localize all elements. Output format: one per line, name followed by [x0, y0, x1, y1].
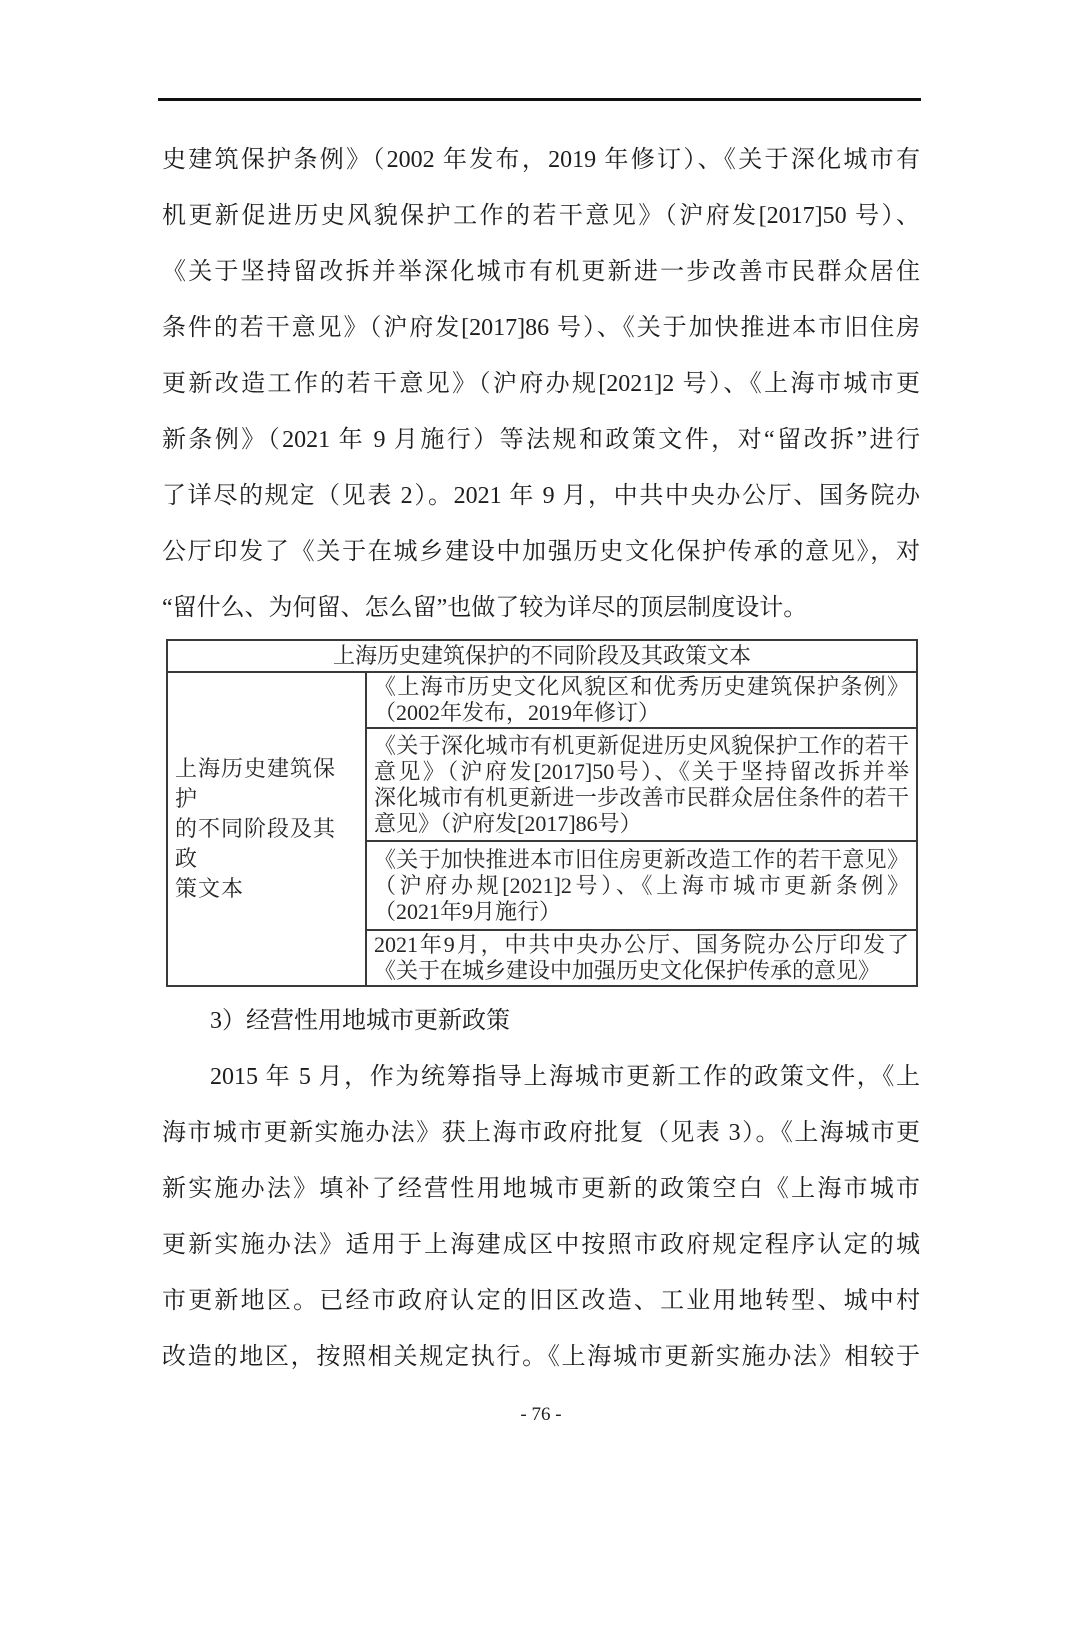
table-cell-line: 2021年9月，中共中央办公厅、国务院办公厅印发了: [374, 932, 909, 957]
table-left-header-cell: [167, 672, 366, 986]
paragraph-line: 市更新地区。已经市政府认定的旧区改造、工业用地转型、城中村: [162, 1288, 920, 1314]
paragraph-line: 海市城市更新实施办法》获上海市政府批复（见表 3）。《上海城市更: [162, 1120, 920, 1146]
table-cell-line: 《关于在城乡建设中加强历史文化保护传承的意见》: [374, 958, 881, 983]
paragraph-line: 改造的地区，按照相关规定执行。《上海城市更新实施办法》相较于: [162, 1344, 920, 1370]
table-cell-line: 《关于加快推进本市旧住房更新改造工作的若干意见》: [374, 846, 909, 872]
paragraph-line: 机更新促进历史风貌保护工作的若干意见》（沪府发[2017]50 号）、: [162, 203, 920, 229]
table-left-header-line: 策文本: [175, 876, 245, 901]
paragraph-line: 更新改造工作的若干意见》（沪府办规[2021]2 号）、《上海市城市更: [162, 371, 920, 397]
table-left-header-line: 上海历史建筑保护: [175, 756, 337, 811]
table-cell-policies-3: [366, 841, 917, 930]
document-page: [0, 98, 1080, 1626]
page-content: [162, 132, 920, 1430]
table-cell-line: 意见》（沪府发[2017]50号）、《关于坚持留改拆并举: [374, 758, 909, 784]
policy-table: [166, 639, 918, 987]
table-title-row: [167, 640, 917, 672]
paragraph-line: 公厅印发了《关于在城乡建设中加强历史文化保护传承的意见》，对: [162, 539, 920, 565]
table-cell-policies-4: [366, 930, 917, 986]
table-left-header-line: 的不同阶段及其政: [175, 816, 337, 871]
page-number: - 76 -: [520, 1404, 562, 1425]
table-cell-line: （沪府办规[2021]2号）、《上海市城市更新条例》: [374, 872, 909, 898]
paragraph-line: 新条例》（2021 年 9 月施行）等法规和政策文件，对“留改拆”进行: [162, 427, 920, 453]
paragraph-line: 更新实施办法》适用于上海建成区中按照市政府规定程序认定的城: [162, 1232, 920, 1258]
paragraph-line: 条件的若干意见》（沪府发[2017]86 号）、《关于加快推进本市旧住房: [162, 315, 920, 341]
section-heading: 3）经营性用地城市更新政策: [210, 1008, 510, 1034]
header-rule: [158, 98, 921, 101]
paragraph-line: 了详尽的规定（见表 2）。2021 年 9 月，中共中央办公厅、国务院办: [162, 483, 920, 509]
table-cell-line: 《上海市历史文化风貌区和优秀历史建筑保护条例》: [374, 674, 909, 699]
table-cell-policies-2: [366, 728, 917, 841]
paragraph-line: 《关于坚持留改拆并举深化城市有机更新进一步改善市民群众居住: [162, 259, 920, 285]
paragraph-line: 史建筑保护条例》（2002 年发布，2019 年修订）、《关于深化城市有: [162, 147, 920, 173]
table-cell-line: （2002年发布，2019年修订）: [374, 700, 661, 725]
table-cell-line: 意见》（沪府发[2017]86号）: [374, 810, 642, 836]
table-title: 上海历史建筑保护的不同阶段及其政策文本: [167, 640, 917, 672]
table-cell-line: 《关于深化城市有机更新促进历史风貌保护工作的若干: [374, 732, 909, 758]
table-row: [167, 672, 917, 728]
paragraph-line: 2015 年 5 月，作为统筹指导上海城市更新工作的政策文件，《上: [210, 1064, 920, 1090]
paragraph-line: “留什么、为何留、怎么留”也做了较为详尽的顶层制度设计。: [162, 595, 808, 621]
section-block: [162, 993, 920, 1385]
paragraph-line: 新实施办法》填补了经营性用地城市更新的政策空白《上海市城市: [162, 1176, 920, 1202]
table-cell-line: （2021年9月施行）: [374, 898, 562, 924]
table-cell-policies-1: [366, 672, 917, 728]
paragraph-top: [162, 132, 920, 636]
table-cell-line: 深化城市有机更新进一步改善市民群众居住条件的若干: [374, 784, 909, 810]
